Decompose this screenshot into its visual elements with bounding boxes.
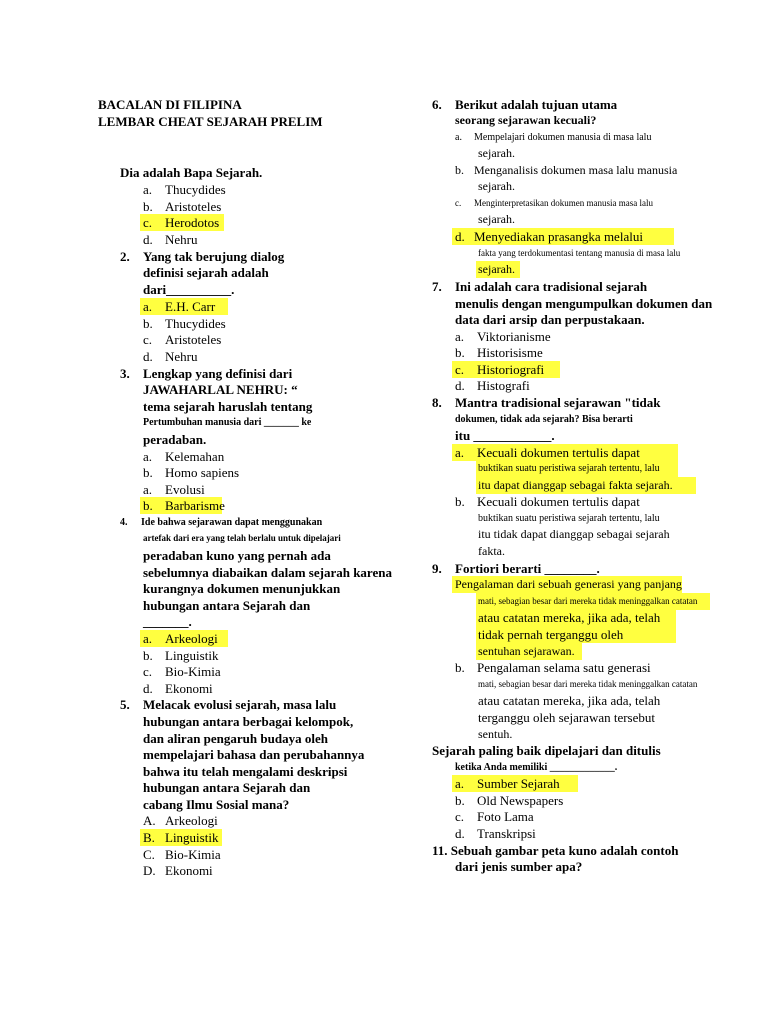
q1-opt-a: Thucydides [165, 182, 226, 197]
q5-opt-c: Bio-Kimia [165, 847, 221, 862]
q8-line: dokumen, tidak ada sejarah? Bisa berarti [455, 414, 633, 425]
q10-opt-label: d. [455, 826, 465, 841]
q2-line: Yang tak berujung dialog [143, 249, 285, 264]
q9-number: 9. [432, 561, 442, 576]
q9-b-line: terganggu oleh sejarawan tersebut [478, 710, 655, 725]
q7-opt-label: b. [455, 345, 465, 360]
q3-opt-label: b. [143, 465, 153, 480]
q4-line: Ide bahwa sejarawan dapat menggunakan [141, 517, 323, 528]
q7-opt: Viktorianisme [477, 329, 551, 344]
q7-opt: Histografi [477, 378, 530, 393]
q3-opt-label: a. [143, 449, 153, 464]
q3-opt: Homo sapiens [165, 465, 240, 480]
q4-line: _______. [143, 614, 192, 629]
q5-line: cabang Ilmu Sosial mana? [143, 797, 290, 812]
q3-number: 3. [120, 366, 130, 381]
q3-line: Lengkap yang definisi dari [143, 366, 293, 381]
q6-opt-label: c. [455, 198, 462, 208]
q2-opt-d: Nehru [165, 349, 198, 364]
q2-opt-b-label: b. [143, 316, 153, 331]
q2-opt-a-label: a. [143, 299, 153, 314]
q9-a-line: mati, sebagian besar dari mereka tidak meninggalkan catatan [478, 596, 698, 606]
q6-opt-cont: sejarah. [478, 146, 515, 160]
q5-opt-a: Arkeologi [165, 813, 218, 828]
q10-line: ketika Anda memiliki _____________. [455, 762, 618, 773]
q4-opt-a-label: a. [143, 631, 153, 646]
q8-opt-cont: itu dapat dianggap sebagai fakta sejarah. [478, 478, 673, 492]
q9-b-line: Pengalaman selama satu generasi [477, 660, 651, 675]
q8-line: Mantra tradisional sejarawan "tidak [455, 395, 661, 410]
q5-line: dan aliran pengaruh budaya oleh [143, 731, 328, 746]
q7-opt-label: c. [455, 362, 465, 377]
q5-opt-d: Ekonomi [165, 863, 213, 878]
q4-line: peradaban kuno yang pernah ada [143, 548, 331, 563]
q5-opt-b: Linguistik [165, 830, 219, 845]
q5-opt-c-label: C. [143, 847, 155, 862]
q5-line: hubungan antara Sejarah dan [143, 780, 311, 795]
q11-line: dari jenis sumber apa? [455, 859, 583, 874]
q5-line: bahwa itu telah mengalami deskripsi [143, 764, 348, 779]
q9-a-line: Pengalaman dari sebuah generasi yang panjang [455, 577, 682, 591]
q5-line: hubungan antara berbagai kelompok, [143, 714, 354, 729]
q4-opt-d: Ekonomi [165, 681, 213, 696]
q8-opt-label: b. [455, 494, 465, 509]
q9-line: Fortiori berarti ________. [455, 561, 600, 576]
q4-opt-c-label: c. [143, 664, 153, 679]
q1-text: Dia adalah Bapa Sejarah. [120, 165, 263, 180]
q8-opt-cont: fakta. [478, 544, 505, 558]
q3-opt-label: b. [143, 498, 153, 513]
q2-line: definisi sejarah adalah [143, 265, 269, 280]
q1-opt-c: Herodotos [165, 215, 220, 230]
q6-opt-label: d. [455, 229, 465, 244]
q3-opt-label: a. [143, 482, 153, 497]
q6-opt-cont: fakta yang terdokumentasi tentang manusia di masa lalu [478, 248, 681, 258]
q10-opt-label: c. [455, 809, 465, 824]
q8-opt-label: a. [455, 445, 465, 460]
q2-line: dari__________. [143, 282, 235, 297]
q2-opt-c: Aristoteles [165, 332, 222, 347]
q3-opt: Barbarisme [165, 498, 225, 513]
q1-opt-c-label: c. [143, 215, 153, 230]
q4-line: hubungan antara Sejarah dan [143, 598, 311, 613]
q8-opt-cont: itu tidak dapat dianggap sebagai sejarah [478, 527, 670, 541]
q6-number: 6. [432, 97, 442, 112]
q3-line: peradaban. [143, 432, 207, 447]
q6-opt: Menganalisis dokumen masa lalu manusia [474, 163, 678, 177]
q5-opt-a-label: A. [143, 813, 156, 828]
q4-opt-c: Bio-Kimia [165, 664, 221, 679]
q7-opt: Historiografi [477, 362, 545, 377]
q5-line: mempelajari bahasa dan perubahannya [143, 747, 365, 762]
q8-opt-cont: buktikan suatu peristiwa sejarah tertentu, lalu [478, 463, 660, 474]
q4-number: 4. [120, 517, 128, 528]
q9-b-line: mati, sebagian besar dari mereka tidak meninggalkan catatan [478, 679, 698, 689]
q10-opt: Transkripsi [477, 826, 536, 841]
q10-line: Sejarah paling baik dipelajari dan ditulis [432, 743, 661, 758]
q6-opt-cont: sejarah. [478, 179, 515, 193]
q8-opt-cont: buktikan suatu peristiwa sejarah tertentu, lalu [478, 513, 660, 524]
q7-line: Ini adalah cara tradisional sejarah [455, 279, 648, 294]
q5-opt-d-label: D. [143, 863, 156, 878]
doc-title-line2: LEMBAR CHEAT SEJARAH PRELIM [98, 114, 323, 129]
q2-opt-c-label: c. [143, 332, 153, 347]
q8-opt: Kecuali dokumen tertulis dapat [477, 445, 640, 460]
q1-opt-b: Aristoteles [165, 199, 222, 214]
q3-opt: Evolusi [165, 482, 205, 497]
q4-line: sebelumnya diabaikan dalam sejarah karena [143, 565, 392, 580]
q7-number: 7. [432, 279, 442, 294]
q2-opt-a: E.H. Carr [165, 299, 216, 314]
q9-a-line: sentuhan sejarawan. [478, 644, 575, 658]
q2-number: 2. [120, 249, 130, 264]
q3-line: JAWAHARLAL NEHRU: “ [143, 382, 298, 397]
q6-opt-label: b. [455, 163, 464, 177]
q4-line: kurangnya dokumen menunjukkan [143, 581, 341, 596]
q6-opt: Menginterpretasikan dokumen manusia masa lalu [474, 198, 653, 208]
q4-opt-d-label: d. [143, 681, 153, 696]
q8-opt: Kecuali dokumen tertulis dapat [477, 494, 640, 509]
q3-opt: Kelemahan [165, 449, 225, 464]
q5-line: Melacak evolusi sejarah, masa lalu [143, 697, 337, 712]
q10-opt: Sumber Sejarah [477, 776, 560, 791]
q8-number: 8. [432, 395, 442, 410]
q1-opt-d-label: d. [143, 232, 153, 247]
q7-opt-label: d. [455, 378, 465, 393]
q3-line: Pertumbuhan manusia dari _______ ke [143, 417, 312, 428]
q9-a-line: tidak pernah terganggu oleh [478, 627, 624, 642]
q4-opt-a: Arkeologi [165, 631, 218, 646]
q4-opt-b-label: b. [143, 648, 153, 663]
q10-opt: Foto Lama [477, 809, 534, 824]
q9-opt-label: b. [455, 660, 465, 675]
q6-line: Berikut adalah tujuan utama [455, 97, 618, 112]
q10-opt: Old Newspapers [477, 793, 564, 808]
q4-opt-b: Linguistik [165, 648, 219, 663]
q8-line: itu ____________. [455, 428, 555, 443]
q6-opt-cont: sejarah. [478, 262, 515, 276]
q7-line: data dari arsip dan perpustakaan. [455, 312, 645, 327]
q11-line: 11. Sebuah gambar peta kuno adalah contoh [432, 843, 679, 858]
q9-a-line: atau catatan mereka, jika ada, telah [478, 610, 661, 625]
q6-opt: Mempelajari dokumen manusia di masa lalu [474, 132, 652, 143]
q1-opt-b-label: b. [143, 199, 153, 214]
q9-b-line: sentuh. [478, 727, 513, 741]
doc-title-line1: BACALAN DI FILIPINA [98, 97, 242, 112]
q1-opt-d: Nehru [165, 232, 198, 247]
q7-opt-label: a. [455, 329, 465, 344]
q9-b-line: atau catatan mereka, jika ada, telah [478, 693, 661, 708]
q2-opt-b: Thucydides [165, 316, 226, 331]
q5-number: 5. [120, 697, 130, 712]
q10-opt-label: a. [455, 776, 465, 791]
q2-opt-d-label: d. [143, 349, 153, 364]
q6-line: seorang sejarawan kecuali? [455, 113, 597, 127]
q3-line: tema sejarah haruslah tentang [143, 399, 313, 414]
q6-opt-cont: sejarah. [478, 212, 515, 226]
q6-opt-label: a. [455, 132, 462, 143]
q7-opt: Historisisme [477, 345, 543, 360]
q6-opt: Menyediakan prasangka melalui [474, 229, 643, 244]
q10-opt-label: b. [455, 793, 465, 808]
q7-line: menulis dengan mengumpulkan dokumen dan [455, 296, 713, 311]
q1-opt-a-label: a. [143, 182, 153, 197]
q5-opt-b-label: B. [143, 830, 155, 845]
q4-line: artefak dari era yang telah berlalu untuk dipelajari [143, 533, 341, 543]
